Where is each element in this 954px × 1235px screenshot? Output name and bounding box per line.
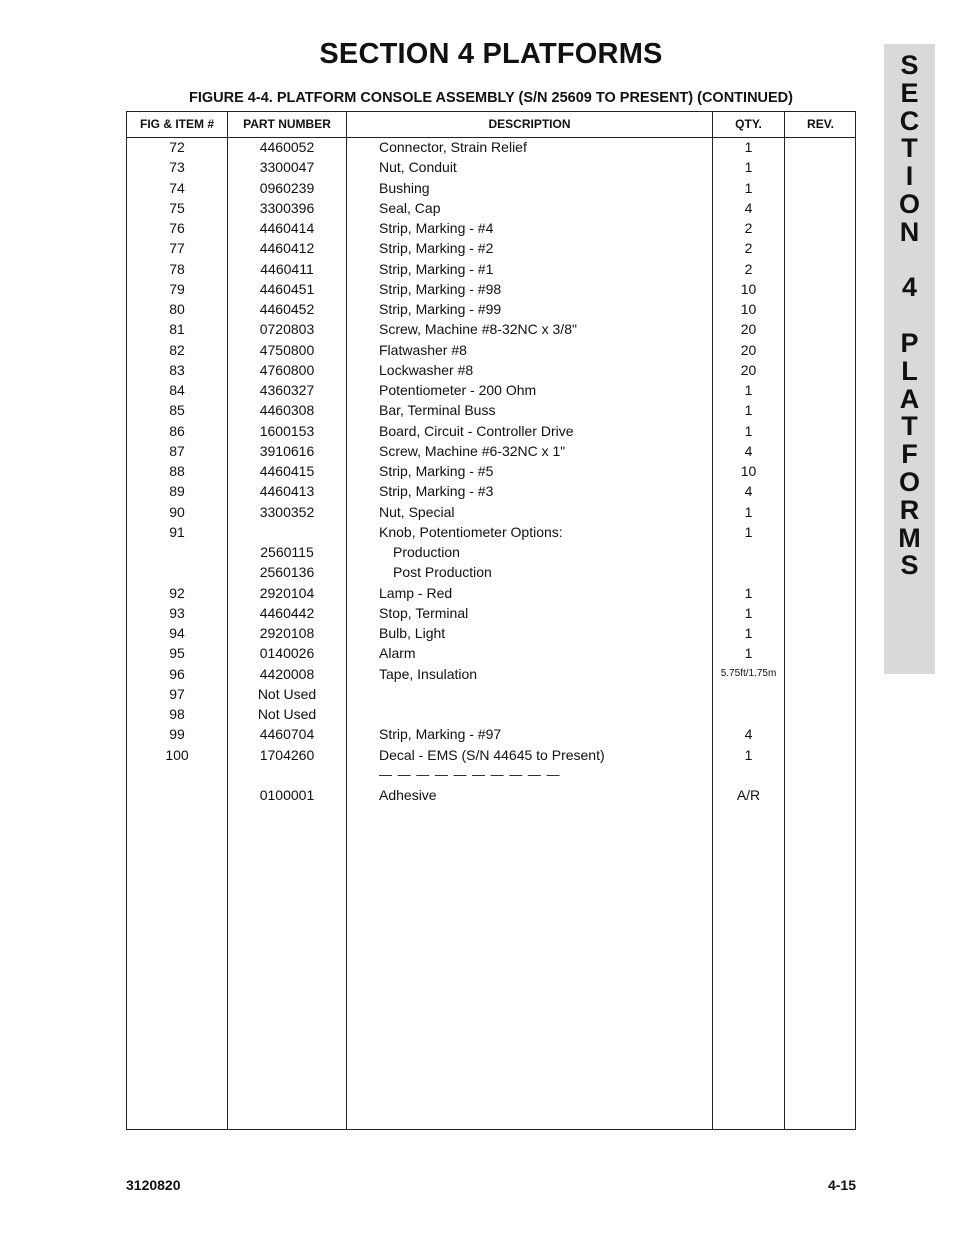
side-tab-letter: N — [899, 216, 920, 247]
part-number-cell: 0100001 — [259, 787, 315, 803]
table-row — [127, 137, 855, 157]
parts-table — [126, 111, 856, 1130]
fig-item-cell: 87 — [169, 442, 185, 459]
table-row — [127, 279, 855, 299]
fig-item-cell: 95 — [169, 645, 185, 662]
fig-item-cell: 80 — [169, 301, 185, 317]
part-number-cell: 4750800 — [259, 341, 315, 358]
fig-item-cell: 89 — [169, 483, 185, 500]
side-tab-letter: T — [901, 133, 918, 164]
fig-item-cell: 97 — [169, 685, 185, 702]
fig-item-cell: 75 — [169, 199, 185, 216]
part-number-cell: 2920104 — [259, 584, 315, 601]
part-number-cell: 1600153 — [259, 422, 315, 439]
qty-cell: A/R — [736, 787, 761, 803]
part-number-cell: Not Used — [257, 706, 317, 722]
description-cell: Screw, Machine #8-32NC x 3/8" — [379, 321, 577, 338]
figure-title: FIGURE 4-4. PLATFORM CONSOLE ASSEMBLY (S/N 25609 TO PRESENT) (CONTINUED) — [189, 90, 793, 106]
header-rev: REV. — [807, 117, 834, 131]
table-row — [127, 481, 855, 501]
description-cell: Lamp - Red — [379, 584, 453, 601]
table-row — [127, 380, 855, 400]
fig-item-cell: 79 — [169, 280, 185, 297]
description-cell: Flatwasher #8 — [379, 341, 467, 358]
description-cell: Lockwasher #8 — [379, 361, 474, 378]
qty-cell: 4 — [744, 199, 753, 216]
table-row — [127, 259, 855, 279]
part-number-cell: 1704260 — [259, 746, 315, 763]
side-tab-letter: S — [900, 550, 919, 581]
part-number-cell: 3300396 — [259, 199, 315, 216]
part-number-cell: 0140026 — [259, 645, 315, 662]
side-tab-letter: S — [900, 50, 919, 80]
part-number-cell: 4460411 — [260, 260, 314, 277]
side-tab-letter: O — [898, 188, 920, 219]
fig-item-cell: 81 — [169, 321, 185, 338]
table-row — [127, 603, 855, 623]
side-tab-letters — [884, 52, 935, 580]
fig-item-cell: 92 — [169, 584, 185, 601]
description-cell: Bulb, Light — [379, 625, 446, 641]
fig-item-cell: 99 — [169, 726, 185, 743]
qty-cell: 4 — [744, 726, 753, 743]
description-cell: Board, Circuit - Controller Drive — [379, 422, 574, 439]
side-tab-letter: F — [901, 439, 918, 470]
description-cell: Bushing — [379, 179, 430, 196]
table-row — [127, 704, 855, 724]
fig-item-cell: 84 — [169, 382, 185, 398]
side-tab-letter: L — [901, 355, 918, 386]
table-row — [127, 542, 855, 562]
header-fig-item: FIG & ITEM # — [139, 117, 214, 131]
qty-cell: 1 — [744, 422, 753, 439]
side-tab-letter: T — [901, 411, 918, 442]
fig-item-cell: 91 — [169, 523, 185, 540]
qty-cell: 1 — [744, 523, 753, 540]
header-part-number: PART NUMBER — [243, 117, 331, 131]
table-row — [127, 562, 855, 582]
table-row — [127, 664, 855, 684]
description-cell: Screw, Machine #6-32NC x 1" — [379, 442, 566, 459]
fig-item-cell: 78 — [169, 260, 185, 277]
part-number-cell: 3300047 — [259, 159, 315, 176]
qty-cell: 2 — [744, 220, 753, 236]
part-number-cell: 4460704 — [259, 726, 315, 743]
part-number-cell: 3300352 — [259, 503, 315, 520]
table-row — [127, 218, 855, 238]
qty-cell: 2 — [744, 240, 753, 257]
qty-cell: 1 — [744, 746, 753, 763]
part-number-cell: 4460412 — [259, 240, 315, 257]
table-row — [127, 400, 855, 420]
part-number-cell: 2560115 — [260, 544, 314, 560]
table-row — [127, 360, 855, 380]
qty-cell: 1 — [744, 625, 753, 641]
side-tab-letter: 4 — [901, 272, 918, 303]
description-cell: Production — [393, 544, 460, 560]
table-row — [127, 522, 855, 542]
fig-item-cell: 100 — [165, 746, 189, 763]
table-row — [127, 178, 855, 198]
table-row — [127, 765, 855, 785]
qty-cell: 1 — [744, 139, 753, 155]
table-row — [127, 583, 855, 603]
part-number-cell: 0960239 — [259, 179, 315, 196]
table-row — [127, 684, 855, 704]
fig-item-cell: 77 — [169, 240, 185, 257]
side-tab-letter: I — [905, 161, 914, 192]
table-row — [127, 299, 855, 319]
part-number-cell: 2920108 — [259, 625, 315, 641]
side-tab-letter: M — [898, 522, 921, 553]
header-description: DESCRIPTION — [488, 117, 571, 131]
table-row — [127, 623, 855, 643]
side-tab-letter: E — [900, 77, 919, 108]
document-number: 3120820 — [126, 1177, 181, 1193]
qty-cell: 5.75ft/1.75m — [720, 667, 777, 679]
table-row — [127, 441, 855, 461]
part-number-cell: 4460442 — [259, 604, 315, 621]
fig-item-cell: 98 — [169, 706, 185, 722]
description-cell: Strip, Marking - #3 — [379, 483, 494, 500]
fig-item-cell: 94 — [169, 625, 185, 641]
qty-cell: 10 — [740, 280, 757, 297]
qty-cell: 20 — [740, 361, 757, 378]
description-cell: Alarm — [379, 645, 416, 662]
fig-item-cell: 90 — [169, 503, 185, 520]
fig-item-cell: 83 — [169, 361, 185, 378]
fig-item-cell: 93 — [169, 604, 185, 621]
description-cell: Tape, Insulation — [379, 665, 478, 682]
description-cell: Nut, Conduit — [379, 159, 457, 176]
description-cell: Adhesive — [379, 787, 437, 803]
part-number-cell: 4460308 — [259, 402, 315, 419]
description-cell: Strip, Marking - #98 — [379, 280, 502, 297]
qty-cell: 1 — [744, 402, 753, 419]
description-cell: Knob, Potentiometer Options: — [379, 523, 563, 540]
qty-cell: 1 — [744, 382, 753, 398]
part-number-cell: 4420008 — [259, 665, 315, 682]
description-cell: Strip, Marking - #97 — [379, 726, 502, 743]
fig-item-cell: 74 — [169, 179, 185, 196]
description-cell: Bar, Terminal Buss — [379, 402, 496, 419]
side-tab-letter: O — [898, 466, 920, 497]
table-row — [127, 319, 855, 339]
fig-item-cell: 82 — [169, 341, 185, 358]
description-cell: — — — — — — — — — — — [379, 766, 561, 782]
qty-cell: 1 — [744, 584, 753, 601]
qty-cell: 10 — [740, 301, 757, 317]
fig-item-cell: 72 — [169, 139, 185, 155]
part-number-cell: 3910616 — [259, 442, 315, 459]
description-cell: Strip, Marking - #2 — [379, 240, 494, 257]
fig-item-cell: 73 — [169, 159, 185, 176]
fig-item-cell: 85 — [169, 402, 185, 419]
table-row — [127, 745, 855, 765]
section-title: SECTION 4 PLATFORMS — [319, 38, 663, 70]
part-number-cell: 4760800 — [259, 361, 315, 378]
fig-item-cell: 96 — [169, 665, 185, 682]
table-row — [127, 461, 855, 481]
part-number-cell: 4360327 — [259, 382, 315, 398]
qty-cell: 1 — [744, 604, 753, 621]
part-number-cell: 4460415 — [259, 463, 315, 479]
table-row — [127, 643, 855, 663]
table-row — [127, 785, 855, 805]
part-number-cell: 4460414 — [259, 220, 315, 236]
header-qty: QTY. — [735, 117, 762, 131]
fig-item-cell: 88 — [169, 463, 185, 479]
table-row — [127, 421, 855, 441]
qty-cell: 1 — [744, 503, 753, 520]
description-cell: Strip, Marking - #1 — [379, 260, 494, 277]
description-cell: Seal, Cap — [379, 199, 441, 216]
qty-cell: 4 — [744, 483, 753, 500]
part-number-cell: 4460451 — [259, 280, 315, 297]
part-number-cell: 0720803 — [259, 321, 315, 338]
description-cell: Stop, Terminal — [379, 604, 469, 621]
side-tab-letter: C — [899, 105, 920, 136]
description-cell: Connector, Strain Relief — [379, 139, 527, 155]
side-tab-letter: R — [899, 494, 920, 525]
qty-cell: 1 — [744, 645, 753, 662]
table-row — [127, 238, 855, 258]
qty-cell: 10 — [740, 463, 757, 479]
table-row — [127, 502, 855, 522]
part-number-cell: 4460052 — [259, 139, 315, 155]
part-number-cell: Not Used — [257, 685, 317, 702]
table-row — [127, 198, 855, 218]
table-row — [127, 724, 855, 744]
section-side-tab — [884, 44, 935, 674]
description-cell: Decal - EMS (S/N 44645 to Present) — [379, 746, 605, 763]
table-row — [127, 157, 855, 177]
part-number-cell: 4460452 — [259, 301, 315, 317]
qty-cell: 20 — [740, 321, 757, 338]
part-number-cell: 2560136 — [259, 564, 315, 581]
side-tab-letter: A — [899, 383, 920, 414]
description-cell: Nut, Special — [379, 503, 455, 520]
page-number: 4-15 — [827, 1177, 856, 1193]
part-number-cell: 4460413 — [259, 483, 315, 500]
description-cell: Strip, Marking - #4 — [379, 220, 494, 236]
qty-cell: 1 — [744, 179, 753, 196]
fig-item-cell: 76 — [169, 220, 185, 236]
qty-cell: 20 — [740, 341, 757, 358]
table-row — [127, 340, 855, 360]
description-cell: Strip, Marking - #5 — [379, 463, 494, 479]
qty-cell: 4 — [744, 442, 753, 459]
description-cell: Strip, Marking - #99 — [379, 301, 502, 317]
qty-cell: 2 — [744, 260, 753, 277]
side-tab-letter: P — [900, 327, 919, 358]
fig-item-cell: 86 — [169, 422, 185, 439]
qty-cell: 1 — [744, 159, 753, 176]
description-cell: Potentiometer - 200 Ohm — [379, 382, 537, 398]
description-cell: Post Production — [393, 564, 492, 581]
